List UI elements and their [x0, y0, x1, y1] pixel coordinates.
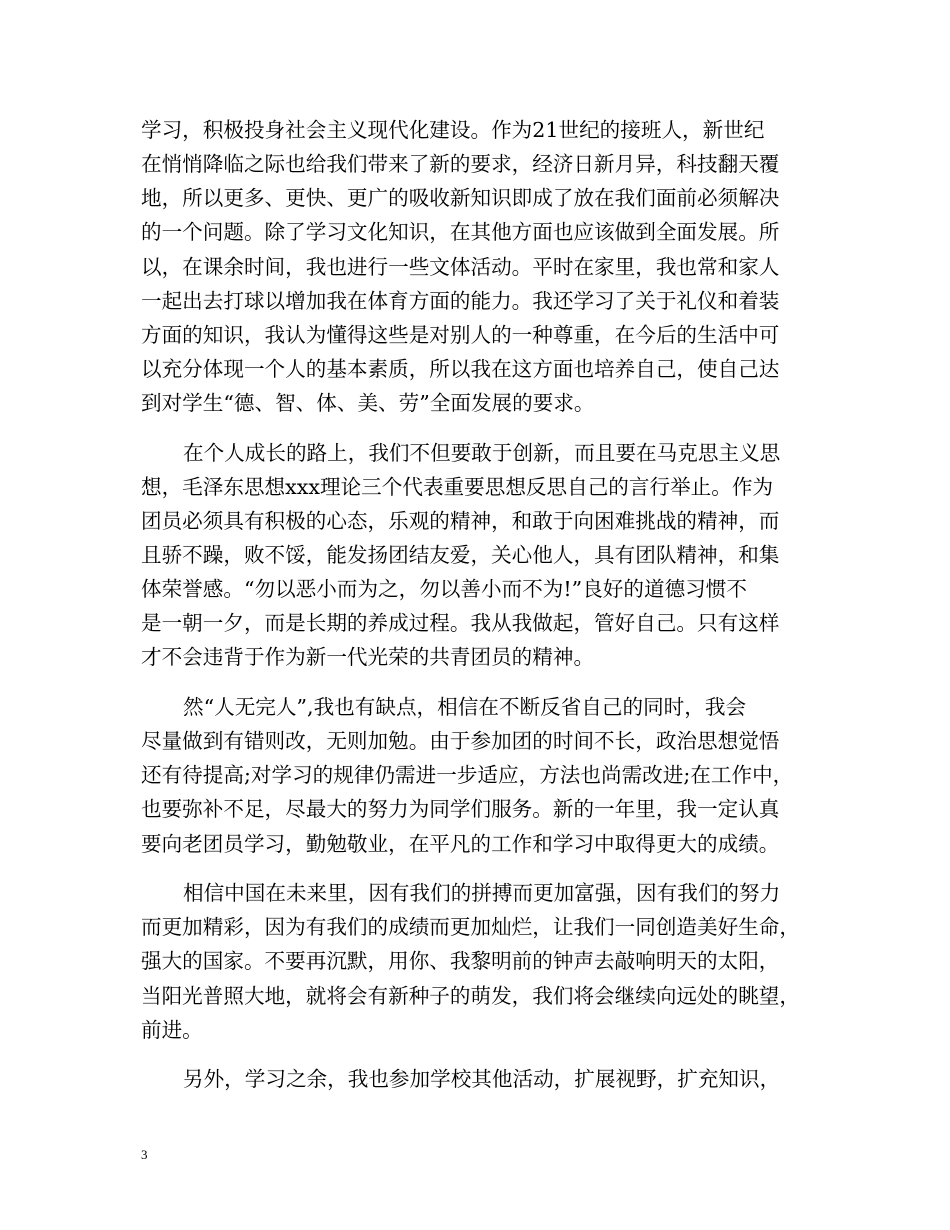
text-line: 团员必须具有积极的心态，乐观的精神，和敢于向困难挑战的精神，而 [141, 509, 780, 533]
text-line: 当阳光普照大地，就将会有新种子的萌发，我们将会继续向远处的眺望， [141, 984, 800, 1008]
paragraph-first-line: 相信中国在未来里，因有我们的拼搏而更加富强，因有我们的努力 [183, 881, 781, 905]
page-number: 3 [141, 1147, 148, 1162]
text-line: 以充分体现一个人的基本素质，所以我在这方面也培养自己，使自己达 [141, 357, 780, 381]
text-line: 强大的国家。不要再沉默，用你、我黎明前的钟声去敲响明天的太阳， [141, 949, 780, 973]
text-line: 在悄悄降临之际也给我们带来了新的要求，经济日新月异，科技翻天覆 [141, 152, 780, 176]
text-line: 才不会违背于作为新一代光荣的共青团员的精神。 [141, 645, 595, 669]
text-line: 尽量做到有错则改，无则加勉。由于参加团的时间不长，政治思想觉悟 [141, 729, 780, 753]
text-line: 到对学生“德、智、体、美、劳”全面发展的要求。 [141, 391, 595, 415]
text-line: 且骄不躁，败不馁，能发扬团结友爱，关心他人，具有团队精神，和集 [141, 543, 780, 567]
text-line: 一起出去打球以增加我在体育方面的能力。我还学习了关于礼仪和着装 [141, 289, 780, 313]
text-line: 前进。 [141, 1018, 203, 1042]
text-line: 要向老团员学习，勤勉敬业，在平凡的工作和学习中取得更大的成绩。 [141, 832, 780, 856]
text-line: 而更加精彩，因为有我们的成绩而更加灿烂，让我们一同创造美好生命， [141, 915, 800, 939]
text-line: 以，在课余时间，我也进行一些文体活动。平时在家里，我也常和家人 [141, 255, 780, 279]
paragraph-first-line: 另外，学习之余，我也参加学校其他活动，扩展视野，扩充知识， [183, 1067, 781, 1091]
text-line: 也要弥补不足，尽最大的努力为同学们服务。新的一年里，我一定认真 [141, 797, 780, 821]
text-line: 想，毛泽东思想xxx理论三个代表重要思想反思自己的言行举止。作为 [141, 475, 774, 499]
text-line: 体荣誉感。“勿以恶小而为之，勿以善小而不为!”良好的道德习惯不 [141, 577, 747, 601]
paragraph-first-line: 然“人无完人”,我也有缺点，相信在不断反省自己的同时，我会 [183, 695, 747, 719]
text-line: 是一朝一夕，而是长期的养成过程。我从我做起，管好自己。只有这样 [141, 611, 780, 635]
text-line: 学习，积极投身社会主义现代化建设。作为21世纪的接班人，新世纪 [141, 118, 765, 142]
text-line: 地，所以更多、更快、更广的吸收新知识即成了放在我们面前必须解决 [141, 186, 780, 210]
text-line: 的一个问题。除了学习文化知识，在其他方面也应该做到全面发展。所 [141, 220, 780, 244]
paragraph-first-line: 在个人成长的路上，我们不但要敢于创新，而且要在马克思主义思 [183, 441, 781, 465]
text-line: 还有待提高;对学习的规律仍需进一步适应，方法也尚需改进;在工作中， [141, 763, 794, 787]
text-line: 方面的知识，我认为懂得这些是对别人的一种尊重，在今后的生活中可 [141, 323, 780, 347]
